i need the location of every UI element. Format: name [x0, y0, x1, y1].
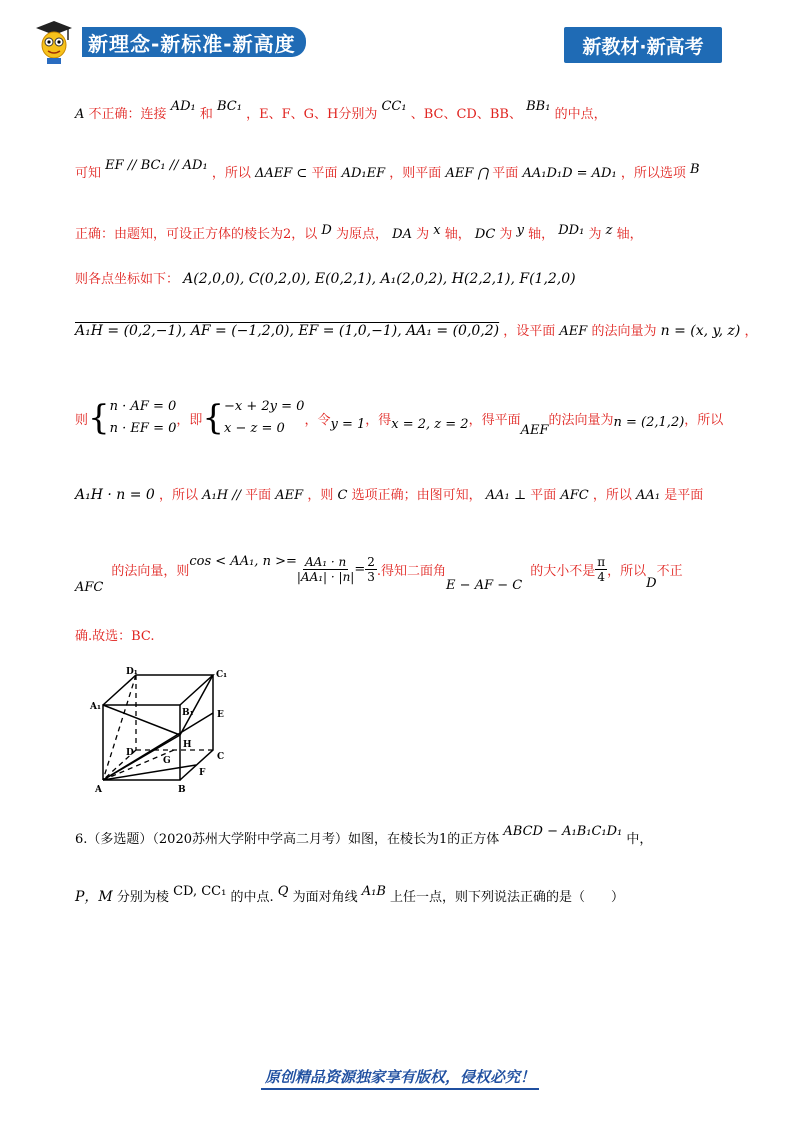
- math-parallel: A₁H //: [202, 488, 241, 503]
- text: ，即: [176, 412, 203, 428]
- question-6-line-1: [75, 824, 653, 847]
- math-y1: y = 1: [330, 416, 366, 432]
- label-D: D: [126, 748, 134, 758]
- math-ad1: AD₁: [170, 99, 196, 114]
- text: ，则: [307, 488, 334, 503]
- math-pm: P，M: [75, 889, 113, 905]
- math-dd1: DD₁: [558, 223, 585, 238]
- math-numerator: π: [597, 555, 606, 569]
- cube-figure: [88, 665, 248, 805]
- math-numerator: 2: [367, 555, 375, 569]
- text: 平面: [492, 166, 519, 181]
- math-edges: CD, CC₁: [173, 884, 227, 899]
- math-normal-value: n = (2,1,2): [613, 414, 685, 430]
- text: 的法向量，则: [111, 564, 190, 579]
- math-y: y: [516, 223, 524, 238]
- text: ，所以: [607, 564, 647, 579]
- text: 、BC、CD、BB、: [410, 107, 522, 122]
- text: 平面: [311, 166, 338, 181]
- math-plane-eq: AA₁D₁D = AD₁: [522, 166, 617, 181]
- text: 轴，: [528, 227, 555, 242]
- text: ，得平面: [468, 412, 521, 428]
- text: ，令: [304, 412, 331, 428]
- math-afc: AFC: [560, 488, 589, 503]
- text: 轴，: [444, 227, 471, 242]
- math-z: z: [605, 223, 613, 238]
- text: 上任一点，则下列说法正确的是（ ）: [390, 890, 625, 905]
- math-afc: AFC: [75, 580, 104, 595]
- text: 平面: [245, 488, 272, 503]
- math-c: C: [337, 488, 348, 503]
- text: 轴，: [616, 227, 643, 242]
- text: ，E、F、G、H分别为: [246, 107, 378, 122]
- label-B1: B₁: [182, 708, 194, 718]
- math-eq: =: [354, 562, 366, 577]
- math-da: DA: [392, 227, 412, 242]
- solution-line-3: [75, 223, 643, 242]
- text: ，设平面: [503, 324, 556, 339]
- question-6-line-2: [75, 886, 624, 906]
- math-d: D: [321, 223, 332, 238]
- footer-copyright: [0, 1066, 800, 1087]
- solution-line-7: [75, 484, 703, 503]
- text: 平面: [530, 488, 557, 503]
- math-eq: n · EF = 0: [109, 421, 177, 436]
- text: ，: [744, 324, 758, 339]
- text: 的中点，: [554, 107, 607, 122]
- text: 为面对角线: [292, 890, 358, 905]
- math-denominator: 4: [597, 570, 605, 584]
- math-denominator: |AA₁| · |n|: [296, 570, 355, 584]
- text: ，所以: [592, 488, 632, 503]
- math-cos: cos < AA₁, n >=: [189, 554, 297, 569]
- math-aef: AEF: [275, 488, 304, 503]
- solution-line-8: [75, 554, 683, 595]
- text: 则各点坐标如下：: [75, 272, 180, 287]
- label-D1: D₁: [126, 667, 138, 677]
- math-bc1: BC₁: [217, 99, 242, 114]
- label-G: G: [163, 756, 171, 766]
- header-slogan: 新理念-新标准-新高度: [82, 27, 306, 57]
- text: .得知二面角: [376, 564, 447, 579]
- math-cc1: CC₁: [381, 99, 407, 114]
- solution-line-1: [75, 99, 607, 122]
- label-A1: A₁: [90, 702, 101, 712]
- text: 是平面: [664, 488, 704, 503]
- math-denominator: 3: [367, 570, 375, 584]
- label-A: A: [95, 785, 102, 795]
- math-intersect: AEF ⋂: [445, 166, 489, 181]
- header-badge: 新教材·新高考: [564, 27, 722, 63]
- math-aa1: AA₁: [636, 488, 661, 503]
- text: ，所以: [211, 166, 251, 181]
- text: 的法向量为: [548, 412, 614, 428]
- text: 不正: [656, 564, 683, 579]
- math-numerator: AA₁ · n: [304, 555, 347, 569]
- footer-text: 原创精品资源独家享有版权，侵权必究！: [261, 1068, 539, 1090]
- text: 选项正确；由图可知，: [351, 488, 482, 503]
- math-triangle: ΔAEF ⊂: [255, 166, 308, 181]
- text: 和: [199, 107, 213, 122]
- brace-icon: {: [88, 398, 110, 438]
- label-C: C: [217, 752, 225, 762]
- solution-line-2: [75, 158, 700, 181]
- solution-line-9: [75, 625, 155, 644]
- header-left: [30, 18, 306, 66]
- text: 的中点.: [230, 890, 274, 905]
- system-2: [224, 396, 304, 440]
- label-C1: C₁: [216, 670, 228, 680]
- text: 正确：由题知，可设正方体的棱长为2，以: [75, 227, 318, 242]
- text: ，得: [365, 412, 392, 428]
- math-aef: AEF: [520, 422, 549, 438]
- math-eq: x − z = 0: [224, 421, 285, 436]
- math-dihedral: E − AF − C: [446, 578, 523, 593]
- text: 为原点，: [336, 227, 389, 242]
- label-F: F: [199, 768, 206, 778]
- text: ，所以: [158, 488, 198, 503]
- math-cube: ABCD − A₁B₁C₁D₁: [503, 824, 623, 839]
- label-E: E: [217, 710, 224, 720]
- label-H: H: [183, 740, 192, 750]
- math-b: B: [689, 162, 700, 177]
- text: 可知: [75, 166, 102, 181]
- text: 的大小不是: [530, 564, 596, 579]
- math-vectors: A₁H = (0,2,−1), AF = (−1,2,0), EF = (1,0,−1), AA₁ = (0,0,2): [75, 323, 500, 339]
- math-coordinates: A(2,0,0), C(0,2,0), E(0,2,1), A₁(2,0,2), H(2,2,1), F(1,2,0): [183, 271, 576, 287]
- math-eq: −x + 2y = 0: [224, 399, 305, 414]
- math-x: x: [433, 223, 441, 238]
- pi-fraction: [595, 555, 607, 584]
- text: ，所以: [684, 412, 724, 428]
- text: 中，: [626, 832, 653, 847]
- text: 不正确：连接: [88, 107, 167, 122]
- math-q: Q: [277, 884, 289, 899]
- math-parallel: EF // BC₁ // AD₁: [105, 158, 208, 173]
- math-eq: n · AF = 0: [109, 399, 177, 414]
- text: 为: [499, 227, 513, 242]
- text: 的法向量为: [591, 324, 657, 339]
- math-xz: x = 2, z = 2: [391, 416, 469, 432]
- mascot-logo-icon: [30, 18, 78, 66]
- solution-line-6: [75, 396, 723, 440]
- text: 则: [75, 412, 89, 428]
- math-a1b: A₁B: [361, 884, 386, 899]
- text: 为: [416, 227, 430, 242]
- math-dot: A₁H · n = 0: [75, 487, 155, 503]
- math-aef: AEF: [559, 324, 588, 339]
- solution-line-5: [75, 320, 757, 339]
- system-1: [110, 396, 177, 440]
- math-dc: DC: [474, 227, 496, 242]
- math-d: D: [646, 576, 657, 591]
- text: 为: [588, 227, 602, 242]
- brace-icon: {: [202, 398, 225, 438]
- text: ，所以选项: [620, 166, 686, 181]
- math-plane: AD₁EF: [341, 166, 386, 181]
- math-normal-vector: n = (x, y, z): [660, 323, 741, 339]
- math-perp: AA₁ ⊥: [485, 488, 527, 503]
- cos-fraction: [297, 555, 355, 584]
- two-thirds-fraction: [365, 555, 377, 584]
- text: 分别为棱: [116, 890, 169, 905]
- math-a: A: [75, 107, 85, 122]
- solution-line-4: [75, 268, 576, 287]
- text: 确.故选：BC.: [75, 629, 155, 644]
- text: 6.（多选题）（2020苏州大学附中学高二月考）如图，在棱长为1的正方体: [75, 832, 500, 847]
- label-B: B: [178, 785, 186, 795]
- math-bb1: BB₁: [526, 99, 551, 114]
- text: ，则平面: [389, 166, 442, 181]
